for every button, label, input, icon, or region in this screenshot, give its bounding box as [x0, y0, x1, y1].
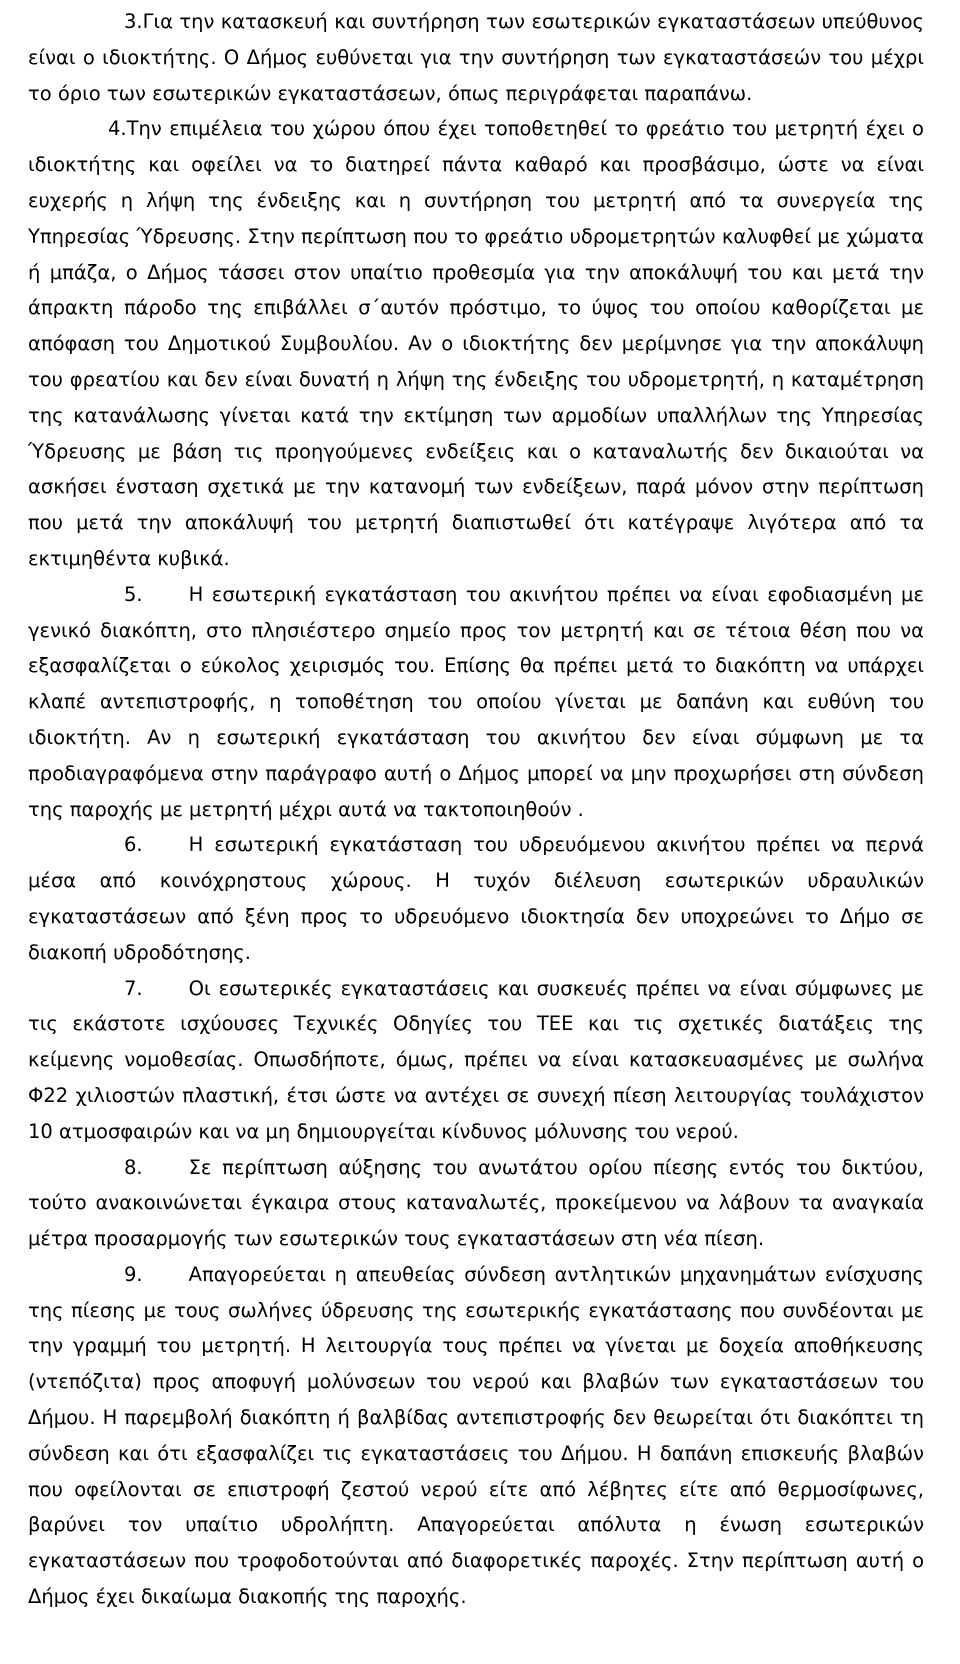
- paragraph-number: 3.: [124, 10, 143, 33]
- paragraph-8: [28, 1150, 924, 1257]
- paragraph-text: Η εσωτερική εγκατάσταση του ακινήτου πρέπει να είναι εφοδιασμένη με γενικό διακόπτη, στο πλησιέστερο σημείο προς τον μετρητή και σε τέτοια θέση που να εξασφαλίζεται ο εύκολος χειρισμός του. Επίσης θα πρέπει μετά το διακόπτη να υπάρχει κλαπέ αντεπιστροφής, η τοποθέτηση του οποίου γίνεται με δαπάνη και ευθύνη του ιδιοκτήτη. Αν η εσωτερική εγκατάσταση του ακινήτου δεν είναι σύμφωνη με τα προδιαγραφόμενα στην παράγραφο αυτή ο Δήμος μπορεί να μην προχωρήσει στη σύνδεση της παροχής με μετρητή μέχρι αυτά να τακτοποιηθούν .: [28, 582, 924, 821]
- paragraph-6: [28, 827, 924, 970]
- paragraph-5: [28, 577, 924, 828]
- paragraph-text: Σε περίπτωση αύξησης του ανωτάτου ορίου πίεσης εντός του δικτύου, τούτο ανακοινώνεται έγκαιρα στους καταναλωτές, προκείμενου να λάβουν τα αναγκαία μέτρα προσαρμογής των εσωτερικών τους εγκαταστάσεων στη νέα πίεση.: [28, 1155, 924, 1251]
- paragraph-text: Η εσωτερική εγκατάσταση του υδρευόμενου ακινήτου πρέπει να περνά μέσα από κοινόχρηστους χώρους. Η τυχόν διέλευση εσωτερικών υδραυλικών εγκαταστάσεων από ξένη προς το υδρευόμενο ιδιοκτησία δεν υποχρεώνει το Δήμο σε διακοπή υδροδότησης.: [28, 833, 924, 964]
- paragraph-text: Απαγορεύεται η απευθείας σύνδεση αντλητικών μηχανημάτων ενίσχυσης της πίεσης με τους σωλήνες ύδρευσης της εσωτερικής εγκατάστασης που συνδέονται με την γραμμή του μετρητή. Η λειτουργία τους πρέπει να γίνεται με δοχεία αποθήκευσης (ντεπόζιτα) προς αποφυγή μολύνσεων του νερού και βλαβών των εγκαταστάσεων του Δήμου. Η παρεμβολή διακόπτη ή βαλβίδας αντεπιστροφής δεν θεωρείται ότι διακόπτει τη σύνδεση και ότι εξασφαλίζει τις εγκαταστάσεις του Δήμου. Η δαπάνη επισκευής βλαβών που οφείλονται σε επιστροφή ζεστού νερού είτε από λέβητες είτε από θερμοσίφωνες, βαρύνει τον υπαίτιο υδρολήπτη. Απαγορεύεται απόλυτα η ένωση εσωτερικών εγκαταστάσεων που τροφοδοτούνται από διαφορετικές παροχές. Στην περίπτωση αυτή ο Δήμος έχει δικαίωμα διακοπής της παροχής.: [28, 1262, 924, 1609]
- paragraph-9: [28, 1257, 924, 1615]
- paragraph-number: 5.: [124, 582, 143, 606]
- paragraph-number: 6.: [124, 833, 143, 857]
- paragraph-4: [28, 111, 924, 576]
- paragraph-number: 4.: [108, 117, 127, 141]
- paragraph-number: 9.: [124, 1262, 143, 1286]
- paragraph-text: Οι εσωτερικές εγκαταστάσεις και συσκευές πρέπει να είναι σύμφωνες με τις εκάστοτε ισχύουσες Τεχνικές Οδηγίες του ΤΕΕ και τις σχετικές διατάξεις της κείμενης νομοθεσίας. Οπωσδήποτε, όμως, πρέπει να είναι κατασκευασμένες με σωλήνα Φ22 χιλιοστών πλαστική, έτσι ώστε να αντέχει σε συνεχή πίεση λειτουργίας τουλάχιστον 10 ατμοσφαιρών και να μη δημιουργείται κίνδυνος μόλυνσης του νερού.: [28, 976, 924, 1143]
- paragraph-7: [28, 971, 924, 1150]
- paragraph-number: 7.: [124, 976, 143, 1000]
- paragraph-text: Για την κατασκευή και συντήρηση των εσωτερικών εγκαταστάσεων υπεύθυνος είναι ο ιδιοκτήτης. Ο Δήμος ευθύνεται για την συντήρηση των εγκαταστάσεών του μέχρι το όριο των εσωτερικών εγκαταστάσεων, όπως περιγράφεται παραπάνω.: [28, 10, 924, 105]
- paragraph-3: [28, 4, 924, 111]
- paragraph-text: Την επιμέλεια του χώρου όπου έχει τοποθετηθεί το φρεάτιο του μετρητή έχει ο ιδιοκτήτης και οφείλει να το διατηρεί πάντα καθαρό και προσβάσιμο, ώστε να είναι ευχερής η λήψη της ένδειξης και η συντήρηση του μετρητή από τα συνεργεία της Υπηρεσίας Ύδρευσης. Στην περίπτωση που το φρεάτιο υδρομετρητών καλυφθεί με χώματα ή μπάζα, ο Δήμος τάσσει στον υπαίτιο προθεσμία για την αποκάλυψή του και μετά την άπρακτη πάροδο της επιβάλλει σ΄αυτόν πρόστιμο, το ύψος του οποίου καθορίζεται με απόφαση του Δημοτικού Συμβουλίου. Αν ο ιδιοκτήτης δεν μερίμνησε για την αποκάλυψη του φρεατίου και δεν είναι δυνατή η λήψη της ένδειξης του υδρομετρητή, η καταμέτρηση της κατανάλωσης γίνεται κατά την εκτίμηση των αρμοδίων υπαλλήλων της Υπηρεσίας Ύδρευσης με βάση τις προηγούμενες ενδείξεις και ο καταναλωτής δεν δικαιούται να ασκήσει ένσταση σχετικά με την κατανομή των ενδείξεων, παρά μόνον στην περίπτωση που μετά την αποκάλυψή του μετρητή διαπιστωθεί ότι κατέγραψε λιγότερα από τα εκτιμηθέντα κυβικά.: [28, 117, 924, 570]
- paragraph-number: 8.: [124, 1155, 143, 1179]
